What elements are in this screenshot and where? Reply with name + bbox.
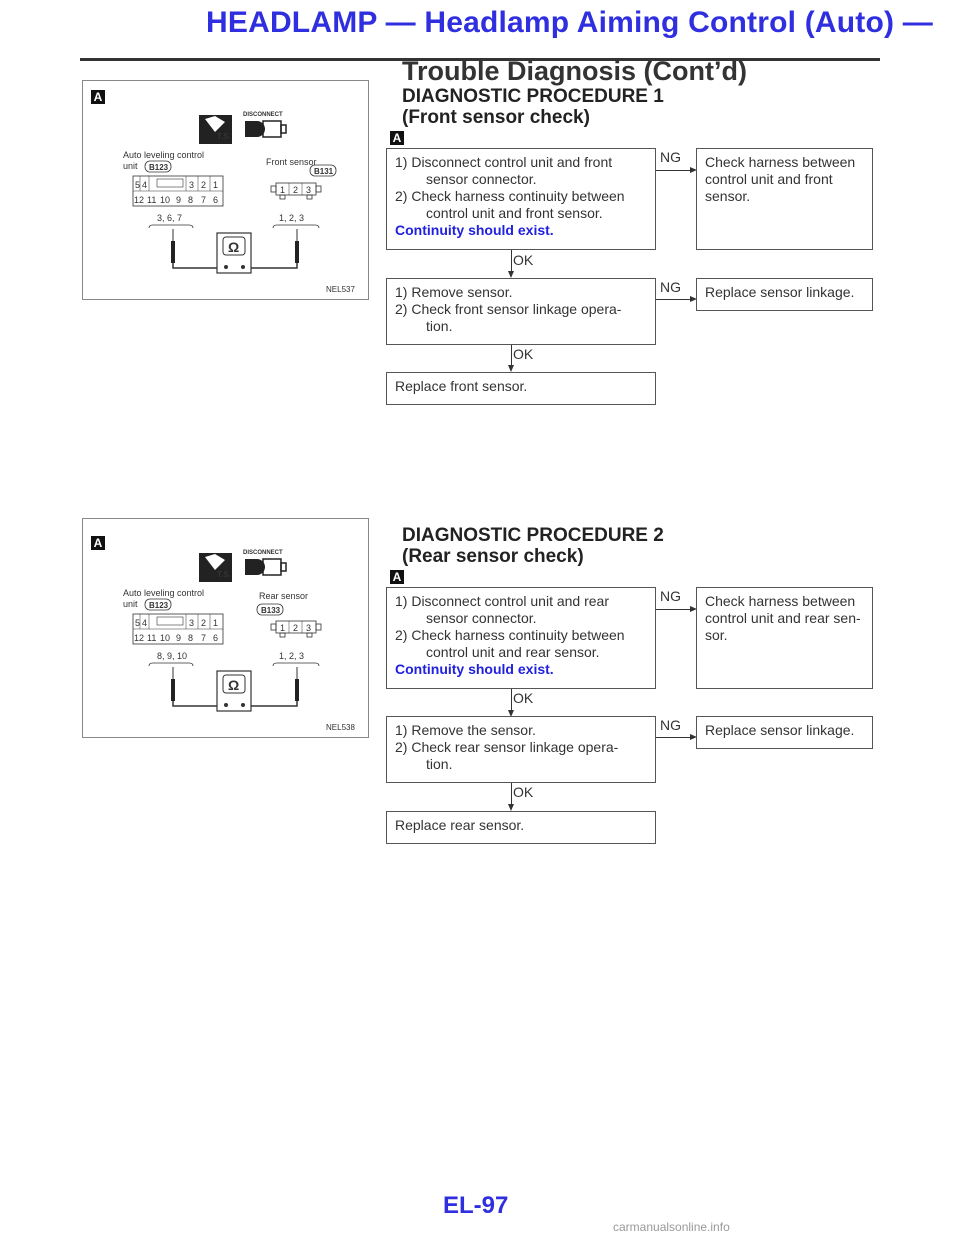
procedure-1-step-1-box	[386, 148, 656, 250]
page-number: EL-97	[443, 1192, 509, 1219]
pin-label: 7	[201, 195, 207, 205]
unit-connector-grid	[133, 614, 223, 644]
ok-label: OK	[513, 252, 534, 268]
procedure-2-title: DIAGNOSTIC PROCEDURE 2	[402, 525, 664, 546]
sensor-connector-code: B133	[261, 606, 281, 615]
procedure-2-result-1-box	[696, 587, 873, 689]
arrow-down-icon	[508, 365, 514, 372]
ng-label: NG	[660, 588, 681, 604]
pin-label: 8	[188, 195, 194, 205]
procedure-2-result-2-box	[696, 716, 873, 749]
pin-label: 3	[306, 185, 312, 195]
pin-label: 10	[160, 633, 171, 643]
unit-connector-grid	[133, 176, 223, 206]
ok-connector	[511, 250, 512, 272]
ts-icon-label: T.S.	[217, 570, 231, 579]
unit-label-line1: Auto leveling control	[123, 150, 205, 160]
step-text: 1) Disconnect control unit and front	[395, 154, 613, 170]
pin-label: 2	[293, 185, 299, 195]
pin-label: 4	[142, 180, 148, 190]
ohm-symbol: Ω	[228, 677, 240, 693]
step-text: control unit and rear sensor.	[426, 644, 600, 660]
pin-label: 3	[189, 618, 195, 628]
result-text: Replace sensor linkage.	[705, 722, 855, 738]
step-text: 1) Disconnect control unit and rear	[395, 593, 609, 609]
step-text: 2) Check rear sensor linkage opera-	[395, 739, 619, 755]
step-text: sensor connector.	[426, 171, 537, 187]
step-text: 2) Check front sensor linkage opera-	[395, 301, 622, 317]
ohmmeter-icon	[217, 671, 251, 711]
unit-label-line2: unit	[123, 161, 138, 171]
procedure-1-marker-icon: A	[390, 131, 404, 145]
pin-label: 7	[201, 633, 207, 643]
figure-1-diagram	[83, 81, 368, 299]
pin-label: 10	[160, 195, 171, 205]
procedure-2-step-2-box	[386, 716, 656, 783]
step-text: 2) Check harness continuity between	[395, 627, 625, 643]
result-text: control unit and front	[705, 171, 833, 187]
pin-label: 12	[134, 195, 145, 205]
unit-connector-code: B123	[149, 163, 169, 172]
pin-label: 5	[135, 618, 141, 628]
ng-connector	[656, 737, 692, 738]
pin-label: 6	[213, 633, 219, 643]
arrow-down-icon	[508, 271, 514, 278]
sensor-connector	[271, 183, 321, 199]
step-text: 1) Remove sensor.	[395, 284, 513, 300]
disconnect-icon	[243, 112, 286, 137]
ng-label: NG	[660, 149, 681, 165]
step-text: 1) Remove the sensor.	[395, 722, 536, 738]
procedure-1-step-2-box	[386, 278, 656, 345]
ok-connector	[511, 783, 512, 805]
step-criterion: Continuity should exist.	[395, 222, 554, 238]
watermark: carmanualsonline.info	[613, 1220, 730, 1234]
ts-icon	[199, 115, 232, 144]
figure-code: NEL537	[326, 285, 355, 294]
pin-label: 8	[188, 633, 194, 643]
pin-label: 1	[213, 618, 219, 628]
figure-2-marker-icon: A	[91, 536, 105, 550]
result-text: sor.	[705, 627, 728, 643]
pin-label: 11	[147, 633, 157, 643]
procedure-2-step-1-box	[386, 587, 656, 689]
pin-label: 2	[201, 618, 207, 628]
procedure-2-figure	[82, 518, 369, 738]
final-text: Replace front sensor.	[395, 378, 528, 394]
ok-connector	[511, 689, 512, 711]
ng-connector	[656, 609, 692, 610]
procedure-1-title: DIAGNOSTIC PROCEDURE 1	[402, 86, 664, 107]
page-header-subtitle: Trouble Diagnosis (Cont’d)	[402, 56, 747, 86]
procedure-1-figure	[82, 80, 369, 300]
procedure-2-marker-icon: A	[390, 570, 404, 584]
figure-1-marker-icon: A	[91, 90, 105, 104]
pin-label: 2	[293, 623, 299, 633]
procedure-1-subtitle: (Front sensor check)	[402, 107, 590, 128]
unit-terminals-label: 3, 6, 7	[157, 213, 183, 223]
pin-label: 5	[135, 180, 141, 190]
sensor-label: Rear sensor	[259, 591, 309, 601]
unit-label-line2: unit	[123, 599, 138, 609]
procedure-1-result-2-box	[696, 278, 873, 311]
result-text: Check harness between	[705, 593, 856, 609]
step-criterion: Continuity should exist.	[395, 661, 554, 677]
ok-label: OK	[513, 346, 534, 362]
procedure-2-subtitle: (Rear sensor check)	[402, 546, 584, 567]
ts-icon-label: T.S.	[217, 132, 231, 141]
disconnect-icon	[243, 550, 286, 575]
pin-label: 1	[280, 185, 286, 195]
ts-icon	[199, 553, 232, 582]
ng-connector	[656, 299, 692, 300]
step-text: control unit and front sensor.	[426, 205, 603, 221]
pin-label: 1	[280, 623, 286, 633]
pin-label: 12	[134, 633, 145, 643]
disconnect-icon-label: DISCONNECT	[243, 112, 283, 118]
pin-label: 6	[213, 195, 219, 205]
result-text: Check harness between	[705, 154, 856, 170]
pin-label: 9	[176, 195, 182, 205]
sensor-connector	[271, 621, 321, 637]
ohmmeter-icon	[217, 233, 251, 273]
sensor-label: Front sensor	[266, 157, 317, 167]
page-header-title: HEADLAMP — Headlamp Aiming Control (Auto) —	[206, 6, 933, 39]
unit-label-line1: Auto leveling control	[123, 588, 205, 598]
result-text: sensor.	[705, 188, 751, 204]
ng-label: NG	[660, 717, 681, 733]
pin-label: 9	[176, 633, 182, 643]
pin-label: 2	[201, 180, 207, 190]
result-text: Replace sensor linkage.	[705, 284, 855, 300]
procedure-1-final-box	[386, 372, 656, 405]
unit-terminals-label: 8, 9, 10	[157, 651, 188, 661]
sensor-terminals-label: 1, 2, 3	[279, 213, 305, 223]
ohm-symbol: Ω	[228, 239, 240, 255]
pin-label: 3	[306, 623, 312, 633]
step-text: tion.	[426, 756, 453, 772]
pin-label: 4	[142, 618, 148, 628]
sensor-connector-code: B131	[314, 167, 334, 176]
pin-label: 1	[213, 180, 219, 190]
disconnect-icon-label: DISCONNECT	[243, 550, 283, 556]
procedure-1-result-1-box	[696, 148, 873, 250]
ok-label: OK	[513, 690, 534, 706]
ng-connector	[656, 170, 692, 171]
procedure-2-final-box	[386, 811, 656, 844]
pin-label: 3	[189, 180, 195, 190]
arrow-down-icon	[508, 804, 514, 811]
ng-label: NG	[660, 279, 681, 295]
ok-label: OK	[513, 784, 534, 800]
step-text: sensor connector.	[426, 610, 537, 626]
pin-label: 11	[147, 195, 157, 205]
ok-connector	[511, 345, 512, 366]
step-text: 2) Check harness continuity between	[395, 188, 625, 204]
final-text: Replace rear sensor.	[395, 817, 525, 833]
step-text: tion.	[426, 318, 453, 334]
figure-2-diagram	[83, 519, 368, 737]
figure-code: NEL538	[326, 723, 355, 732]
sensor-terminals-label: 1, 2, 3	[279, 651, 305, 661]
result-text: control unit and rear sen-	[705, 610, 861, 626]
unit-connector-code: B123	[149, 601, 169, 610]
